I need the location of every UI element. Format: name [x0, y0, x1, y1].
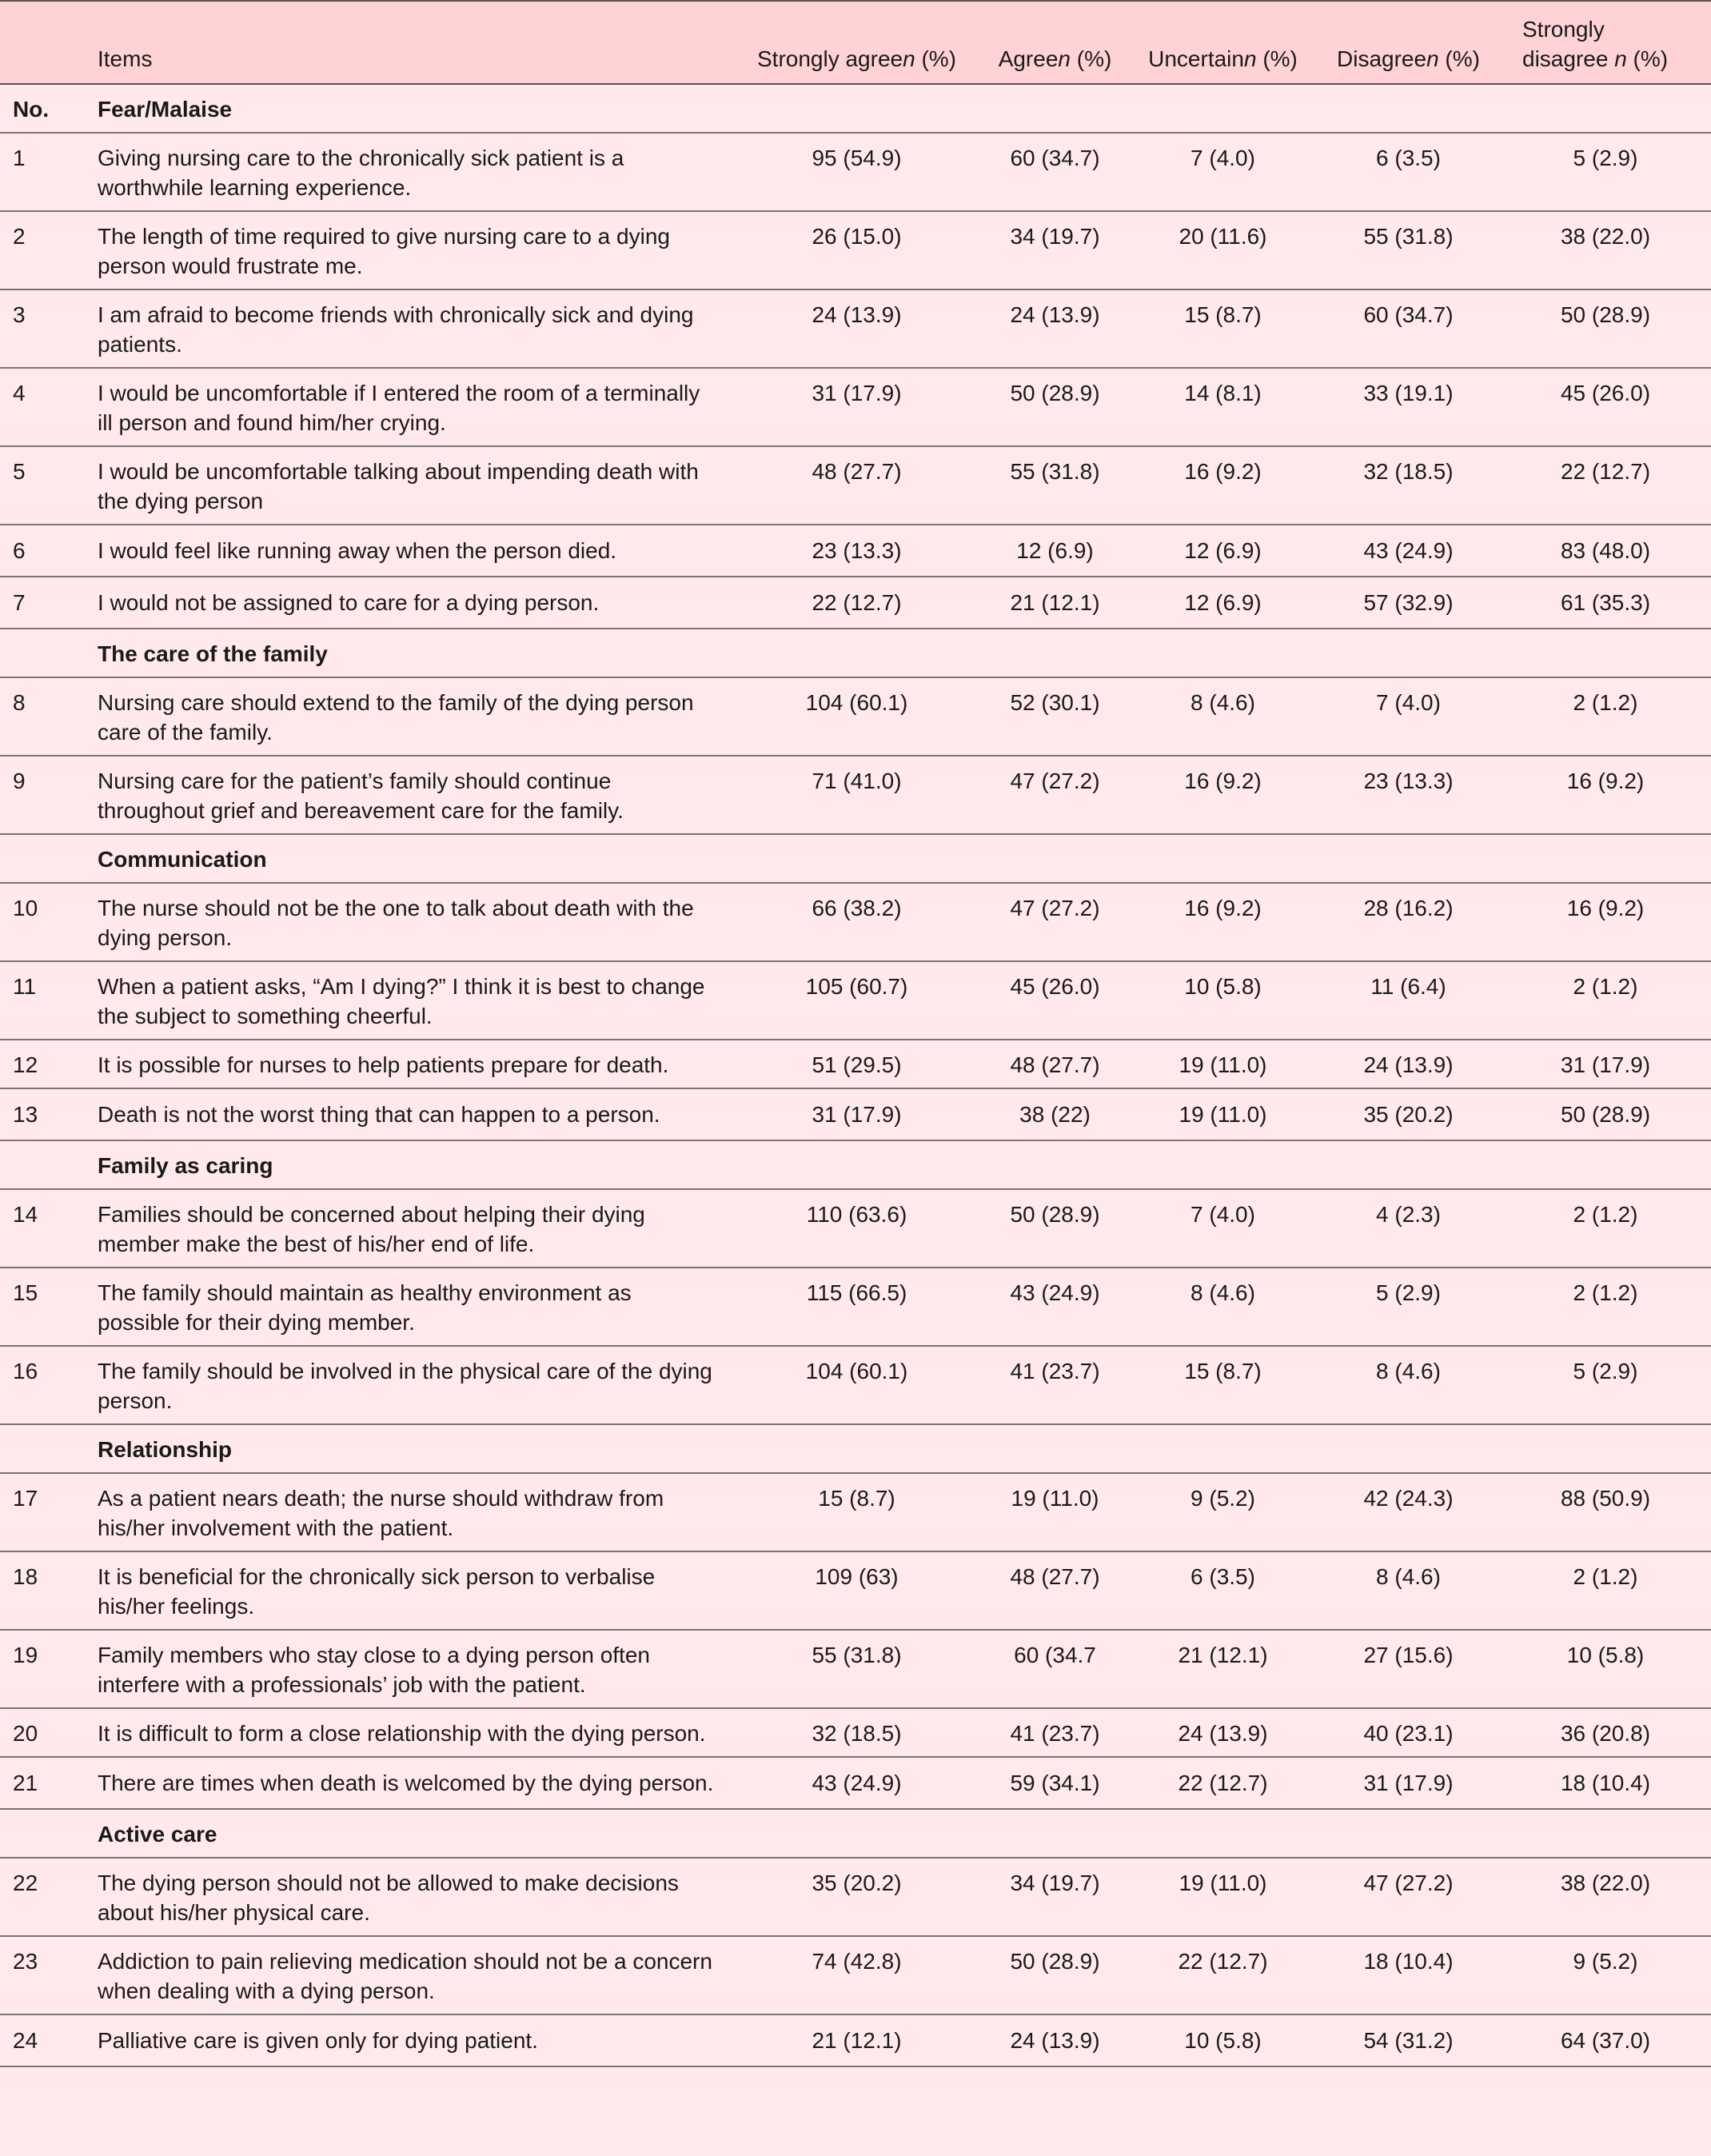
uncertain-value: 9 (5.2) [1129, 1473, 1317, 1551]
agree-value: 38 (22) [981, 1088, 1129, 1140]
item-text: The family should maintain as healthy environment as possible for their dying member. [85, 1268, 732, 1346]
section-no-cell [0, 629, 85, 677]
agree-value: 43 (24.9) [981, 1268, 1129, 1346]
header-disagree: Disagreen (%) [1317, 1, 1500, 84]
agree-value: 34 (19.7) [981, 1858, 1129, 1936]
item-text: Nursing care for the patient’s family should continue throughout grief and bereavement care for the family. [85, 756, 732, 834]
table-row [0, 446, 1711, 525]
item-number: 21 [0, 1757, 85, 1809]
disagree-value: 24 (13.9) [1317, 1040, 1500, 1088]
item-number: 7 [0, 577, 85, 629]
strongly-disagree-value: 45 (26.0) [1500, 368, 1711, 446]
table-row [0, 1708, 1711, 1757]
header-agree: Agreen (%) [981, 1, 1129, 84]
agree-value: 19 (11.0) [981, 1473, 1129, 1551]
agree-value: 59 (34.1) [981, 1757, 1129, 1809]
table-row [0, 289, 1711, 368]
item-text: It is difficult to form a close relationship with the dying person. [85, 1708, 732, 1757]
table-row [0, 1268, 1711, 1346]
strongly-agree-value: 66 (38.2) [732, 883, 981, 961]
strongly-agree-value: 35 (20.2) [732, 1858, 981, 1936]
item-text: Palliative care is given only for dying patient. [85, 2014, 732, 2066]
disagree-value: 5 (2.9) [1317, 1268, 1500, 1346]
section-no-cell [0, 1424, 85, 1473]
uncertain-value: 15 (8.7) [1129, 1346, 1317, 1424]
strongly-agree-value: 51 (29.5) [732, 1040, 981, 1088]
strongly-agree-value: 48 (27.7) [732, 446, 981, 525]
disagree-value: 54 (31.2) [1317, 2014, 1500, 2066]
table-row [0, 756, 1711, 834]
item-number: 22 [0, 1858, 85, 1936]
item-number: 10 [0, 883, 85, 961]
strongly-disagree-value: 36 (20.8) [1500, 1708, 1711, 1757]
section-row [0, 834, 1711, 883]
strongly-agree-value: 55 (31.8) [732, 1630, 981, 1708]
item-text: Nursing care should extend to the family of the dying person care of the family. [85, 677, 732, 756]
agree-value: 48 (27.7) [981, 1551, 1129, 1630]
agree-value: 21 (12.1) [981, 577, 1129, 629]
item-number: 9 [0, 756, 85, 834]
header-row [0, 1, 1711, 84]
agree-value: 12 (6.9) [981, 525, 1129, 577]
item-number: 12 [0, 1040, 85, 1088]
disagree-value: 31 (17.9) [1317, 1757, 1500, 1809]
item-number: 17 [0, 1473, 85, 1551]
uncertain-value: 20 (11.6) [1129, 211, 1317, 289]
item-number: 4 [0, 368, 85, 446]
uncertain-value: 7 (4.0) [1129, 1189, 1317, 1268]
strongly-agree-value: 109 (63) [732, 1551, 981, 1630]
table-row [0, 211, 1711, 289]
item-text: The family should be involved in the physical care of the dying person. [85, 1346, 732, 1424]
strongly-agree-value: 31 (17.9) [732, 1088, 981, 1140]
strongly-disagree-value: 2 (1.2) [1500, 1189, 1711, 1268]
table-header [0, 1, 1711, 84]
uncertain-value: 19 (11.0) [1129, 1858, 1317, 1936]
uncertain-value: 19 (11.0) [1129, 1088, 1317, 1140]
disagree-value: 35 (20.2) [1317, 1088, 1500, 1140]
item-text: It is possible for nurses to help patients prepare for death. [85, 1040, 732, 1088]
item-text: As a patient nears death; the nurse should withdraw from his/her involvement with the patient. [85, 1473, 732, 1551]
strongly-disagree-value: 83 (48.0) [1500, 525, 1711, 577]
uncertain-value: 14 (8.1) [1129, 368, 1317, 446]
disagree-value: 11 (6.4) [1317, 961, 1500, 1040]
strongly-disagree-value: 22 (12.7) [1500, 446, 1711, 525]
table-row [0, 2014, 1711, 2066]
uncertain-value: 21 (12.1) [1129, 1630, 1317, 1708]
item-number: 2 [0, 211, 85, 289]
agree-value: 60 (34.7) [981, 133, 1129, 211]
item-text: I would be uncomfortable talking about impending death with the dying person [85, 446, 732, 525]
strongly-disagree-value: 2 (1.2) [1500, 961, 1711, 1040]
item-number: 13 [0, 1088, 85, 1140]
section-title: Family as caring [85, 1140, 1711, 1189]
uncertain-value: 10 (5.8) [1129, 2014, 1317, 2066]
strongly-agree-value: 115 (66.5) [732, 1268, 981, 1346]
agree-value: 41 (23.7) [981, 1346, 1129, 1424]
section-row [0, 1424, 1711, 1473]
uncertain-value: 16 (9.2) [1129, 756, 1317, 834]
strongly-agree-value: 105 (60.7) [732, 961, 981, 1040]
table-row [0, 525, 1711, 577]
uncertain-value: 16 (9.2) [1129, 446, 1317, 525]
section-row [0, 629, 1711, 677]
table-row [0, 1858, 1711, 1936]
disagree-value: 55 (31.8) [1317, 211, 1500, 289]
section-title: Fear/Malaise [85, 84, 1711, 133]
section-title: Relationship [85, 1424, 1711, 1473]
disagree-value: 8 (4.6) [1317, 1346, 1500, 1424]
uncertain-value: 7 (4.0) [1129, 133, 1317, 211]
item-number: 16 [0, 1346, 85, 1424]
item-text: Family members who stay close to a dying person often interfere with a professionals’ job with the patient. [85, 1630, 732, 1708]
strongly-disagree-value: 64 (37.0) [1500, 2014, 1711, 2066]
item-text: The dying person should not be allowed to make decisions about his/her physical care. [85, 1858, 732, 1936]
item-text: There are times when death is welcomed by the dying person. [85, 1757, 732, 1809]
item-text: When a patient asks, “Am I dying?” I think it is best to change the subject to something cheerful. [85, 961, 732, 1040]
section-title: The care of the family [85, 629, 1711, 677]
disagree-value: 57 (32.9) [1317, 577, 1500, 629]
uncertain-value: 8 (4.6) [1129, 677, 1317, 756]
uncertain-value: 12 (6.9) [1129, 525, 1317, 577]
strongly-disagree-value: 61 (35.3) [1500, 577, 1711, 629]
item-number: 6 [0, 525, 85, 577]
table-row [0, 368, 1711, 446]
table-row [0, 1040, 1711, 1088]
uncertain-value: 6 (3.5) [1129, 1551, 1317, 1630]
item-text: Death is not the worst thing that can happen to a person. [85, 1088, 732, 1140]
disagree-value: 47 (27.2) [1317, 1858, 1500, 1936]
strongly-disagree-value: 16 (9.2) [1500, 756, 1711, 834]
strongly-agree-value: 43 (24.9) [732, 1757, 981, 1809]
header-uncertain: Uncertainn (%) [1129, 1, 1317, 84]
disagree-value: 8 (4.6) [1317, 1551, 1500, 1630]
item-number: 3 [0, 289, 85, 368]
item-text: Families should be concerned about helping their dying member make the best of his/her end of life. [85, 1189, 732, 1268]
agree-value: 41 (23.7) [981, 1708, 1129, 1757]
section-title: Active care [85, 1809, 1711, 1858]
agree-value: 24 (13.9) [981, 2014, 1129, 2066]
strongly-disagree-value: 5 (2.9) [1500, 1346, 1711, 1424]
agree-value: 50 (28.9) [981, 1189, 1129, 1268]
section-no-cell [0, 1809, 85, 1858]
agree-value: 50 (28.9) [981, 368, 1129, 446]
section-no-cell: No. [0, 84, 85, 133]
table-row [0, 577, 1711, 629]
strongly-agree-value: 95 (54.9) [732, 133, 981, 211]
uncertain-value: 8 (4.6) [1129, 1268, 1317, 1346]
strongly-agree-value: 15 (8.7) [732, 1473, 981, 1551]
disagree-value: 43 (24.9) [1317, 525, 1500, 577]
table-row [0, 883, 1711, 961]
header-items: Items [85, 1, 732, 84]
item-text: I would not be assigned to care for a dying person. [85, 577, 732, 629]
strongly-disagree-value: 38 (22.0) [1500, 211, 1711, 289]
item-number: 23 [0, 1936, 85, 2014]
strongly-disagree-value: 38 (22.0) [1500, 1858, 1711, 1936]
item-text: I would be uncomfortable if I entered the room of a terminally ill person and found him/her crying. [85, 368, 732, 446]
item-text: Giving nursing care to the chronically sick patient is a worthwhile learning experience. [85, 133, 732, 211]
table-row [0, 1189, 1711, 1268]
item-number: 24 [0, 2014, 85, 2066]
strongly-agree-value: 74 (42.8) [732, 1936, 981, 2014]
disagree-value: 33 (19.1) [1317, 368, 1500, 446]
strongly-disagree-value: 31 (17.9) [1500, 1040, 1711, 1088]
strongly-agree-value: 104 (60.1) [732, 1346, 981, 1424]
table-row [0, 1630, 1711, 1708]
strongly-disagree-value: 10 (5.8) [1500, 1630, 1711, 1708]
uncertain-value: 12 (6.9) [1129, 577, 1317, 629]
uncertain-value: 22 (12.7) [1129, 1757, 1317, 1809]
uncertain-value: 22 (12.7) [1129, 1936, 1317, 2014]
section-row [0, 1140, 1711, 1189]
strongly-disagree-value: 2 (1.2) [1500, 1268, 1711, 1346]
table-body [0, 84, 1711, 2066]
agree-value: 47 (27.2) [981, 883, 1129, 961]
item-text: Addiction to pain relieving medication should not be a concern when dealing with a dying person. [85, 1936, 732, 2014]
header-no [0, 1, 85, 84]
strongly-agree-value: 26 (15.0) [732, 211, 981, 289]
table-row [0, 1757, 1711, 1809]
strongly-disagree-value: 2 (1.2) [1500, 1551, 1711, 1630]
table-row [0, 961, 1711, 1040]
header-strongly-agree: Strongly agreen (%) [732, 1, 981, 84]
strongly-disagree-value: 88 (50.9) [1500, 1473, 1711, 1551]
strongly-disagree-value: 9 (5.2) [1500, 1936, 1711, 2014]
strongly-agree-value: 23 (13.3) [732, 525, 981, 577]
strongly-disagree-value: 50 (28.9) [1500, 289, 1711, 368]
item-number: 5 [0, 446, 85, 525]
section-no-cell [0, 834, 85, 883]
agree-value: 55 (31.8) [981, 446, 1129, 525]
header-strongly-disagree: Strongly disagree n (%) [1500, 1, 1711, 84]
item-text: I would feel like running away when the person died. [85, 525, 732, 577]
strongly-disagree-value: 5 (2.9) [1500, 133, 1711, 211]
strongly-disagree-value: 2 (1.2) [1500, 677, 1711, 756]
strongly-agree-value: 104 (60.1) [732, 677, 981, 756]
item-number: 1 [0, 133, 85, 211]
agree-value: 24 (13.9) [981, 289, 1129, 368]
item-text: I am afraid to become friends with chronically sick and dying patients. [85, 289, 732, 368]
section-row [0, 1809, 1711, 1858]
table-row [0, 1551, 1711, 1630]
item-number: 14 [0, 1189, 85, 1268]
uncertain-value: 19 (11.0) [1129, 1040, 1317, 1088]
disagree-value: 42 (24.3) [1317, 1473, 1500, 1551]
strongly-disagree-value: 50 (28.9) [1500, 1088, 1711, 1140]
strongly-disagree-value: 18 (10.4) [1500, 1757, 1711, 1809]
agree-value: 52 (30.1) [981, 677, 1129, 756]
disagree-value: 28 (16.2) [1317, 883, 1500, 961]
item-text: It is beneficial for the chronically sick person to verbalise his/her feelings. [85, 1551, 732, 1630]
disagree-value: 23 (13.3) [1317, 756, 1500, 834]
item-number: 18 [0, 1551, 85, 1630]
table-row [0, 133, 1711, 211]
strongly-agree-value: 21 (12.1) [732, 2014, 981, 2066]
strongly-agree-value: 71 (41.0) [732, 756, 981, 834]
table-row [0, 1088, 1711, 1140]
disagree-value: 60 (34.7) [1317, 289, 1500, 368]
item-number: 20 [0, 1708, 85, 1757]
agree-value: 47 (27.2) [981, 756, 1129, 834]
table-row [0, 1936, 1711, 2014]
table-row [0, 1473, 1711, 1551]
disagree-value: 6 (3.5) [1317, 133, 1500, 211]
item-text: The nurse should not be the one to talk about death with the dying person. [85, 883, 732, 961]
agree-value: 34 (19.7) [981, 211, 1129, 289]
disagree-value: 18 (10.4) [1317, 1936, 1500, 2014]
strongly-agree-value: 22 (12.7) [732, 577, 981, 629]
uncertain-value: 15 (8.7) [1129, 289, 1317, 368]
disagree-value: 4 (2.3) [1317, 1189, 1500, 1268]
section-title: Communication [85, 834, 1711, 883]
strongly-agree-value: 32 (18.5) [732, 1708, 981, 1757]
agree-value: 45 (26.0) [981, 961, 1129, 1040]
item-number: 15 [0, 1268, 85, 1346]
disagree-value: 32 (18.5) [1317, 446, 1500, 525]
table-row [0, 1346, 1711, 1424]
disagree-value: 7 (4.0) [1317, 677, 1500, 756]
agree-value: 48 (27.7) [981, 1040, 1129, 1088]
agree-value: 50 (28.9) [981, 1936, 1129, 2014]
item-number: 8 [0, 677, 85, 756]
item-number: 11 [0, 961, 85, 1040]
uncertain-value: 24 (13.9) [1129, 1708, 1317, 1757]
strongly-agree-value: 110 (63.6) [732, 1189, 981, 1268]
item-text: The length of time required to give nursing care to a dying person would frustrate me. [85, 211, 732, 289]
agree-value: 60 (34.7 [981, 1630, 1129, 1708]
strongly-disagree-value: 16 (9.2) [1500, 883, 1711, 961]
strongly-agree-value: 31 (17.9) [732, 368, 981, 446]
table-row [0, 677, 1711, 756]
uncertain-value: 10 (5.8) [1129, 961, 1317, 1040]
section-no-cell [0, 1140, 85, 1189]
item-number: 19 [0, 1630, 85, 1708]
disagree-value: 27 (15.6) [1317, 1630, 1500, 1708]
section-row [0, 84, 1711, 133]
disagree-value: 40 (23.1) [1317, 1708, 1500, 1757]
uncertain-value: 16 (9.2) [1129, 883, 1317, 961]
strongly-agree-value: 24 (13.9) [732, 289, 981, 368]
